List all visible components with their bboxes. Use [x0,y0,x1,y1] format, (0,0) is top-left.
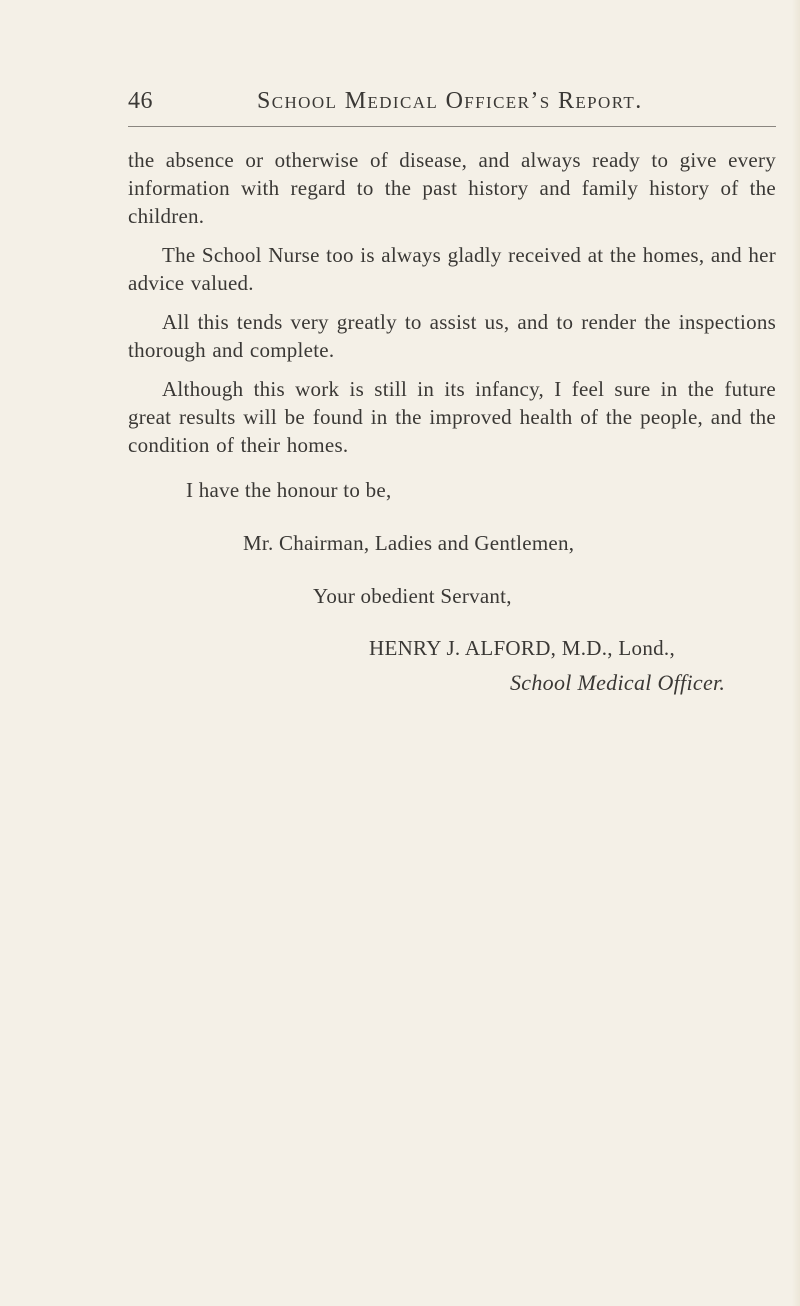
signature-title: School Medical Officer. [510,670,726,695]
paragraph-4: Although this work is still in its infancy, I feel sure in the future great results will be found in the improved health of the people, and the condition of their homes. [128,377,776,457]
page-edge [792,0,800,1306]
running-title: School Medical Officer’s Report. [257,88,643,114]
header-rule [128,126,776,127]
closing-line-1: I have the honour to be, [186,478,392,502]
closing-line-2: Mr. Chairman, Ladies and Gentlemen, [243,531,575,555]
page-header [128,88,776,128]
paragraph-1: the absence or otherwise of disease, and always ready to give every information with regard to the past history and family history of the children. [128,148,776,228]
paragraph-3: All this tends very greatly to assist us, and to render the inspections thorough and complete. [128,310,776,362]
paragraph-2: The School Nurse too is always gladly received at the homes, and her advice valued. [128,243,776,295]
page-number: 46 [128,88,153,114]
signature-name: HENRY J. ALFORD, M.D., Lond., [369,636,676,660]
body-text [128,146,776,470]
closing-line-3: Your obedient Servant, [313,584,512,608]
